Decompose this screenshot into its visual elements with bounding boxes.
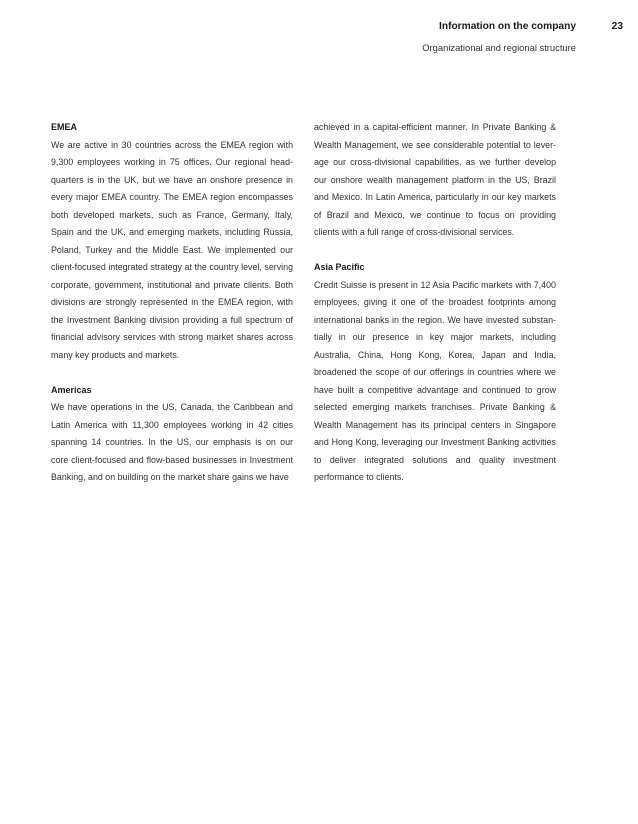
americas-heading: Americas — [51, 384, 92, 395]
left-column — [51, 119, 293, 487]
emea-heading: EMEA — [51, 122, 78, 132]
americas-continuation-paragraph: achieved in a capital-efficient manner. In Private Banking & Wealth Management, we see considerable potential to leverage our cross-divisional capabilities, as we further develop our onshore wealth management platform in the US, Brazil and Mexico. In Latin America, particularly in our key markets of Brazil and Mexico, we continue to focus on providing clients with a full range of cross-divisional services. — [314, 122, 556, 237]
asia-pacific-paragraph: Credit Suisse is present in 12 Asia Pacific markets with 7,400 employees, giving it one of the broadest footprints among international banks in the region. We have invested substantially in our presence in key major markets, including Australia, China, Hong Kong, Korea, Japan and India, broadened the scope of our offerings in countries where we have built a competitive advantage and continued to grow selected emerging markets franchises. Private Banking & Wealth Management has its principal centers in Singapore and Hong Kong, leveraging our Investment Banking activities to deliver integrated solutions and quality investment performance to clients. — [314, 279, 556, 482]
header-title: Information on the company — [439, 21, 576, 32]
header-subtitle: Organizational and regional structure — [422, 42, 576, 53]
section-spacer — [314, 242, 556, 260]
right-column — [314, 119, 556, 487]
emea-paragraph: We are active in 30 countries across the EMEA region with 9,300 employees working in 75 offices. Our regional headquarters is in the UK, but we have an onshore presence in every major EMEA country. The EMEA region encompasses both developed markets, such as France, Germany, Italy, Spain and the UK, and emerging markets, including Russia, Poland, Turkey and the Middle East. We implemented our client-focused integrated strategy at the country level, serving corporate, government, institutional and private clients. Both divisions are strongly represented in the EMEA region, with the Investment Banking division providing a full spectrum of financial advisory services with strong market shares across many key products and markets. — [51, 139, 293, 360]
asia-pacific-heading: Asia Pacific — [314, 262, 365, 272]
page-number: 23 — [611, 21, 623, 32]
section-spacer — [51, 364, 293, 382]
americas-paragraph: We have operations in the US, Canada, the Caribbean and Latin America with 11,300 employees working in 42 cities spanning 14 countries. In the US, our emphasis is on our core client-focused and flow-based businesses in Investment Banking, and on building on the market share gains we have — [51, 402, 293, 482]
